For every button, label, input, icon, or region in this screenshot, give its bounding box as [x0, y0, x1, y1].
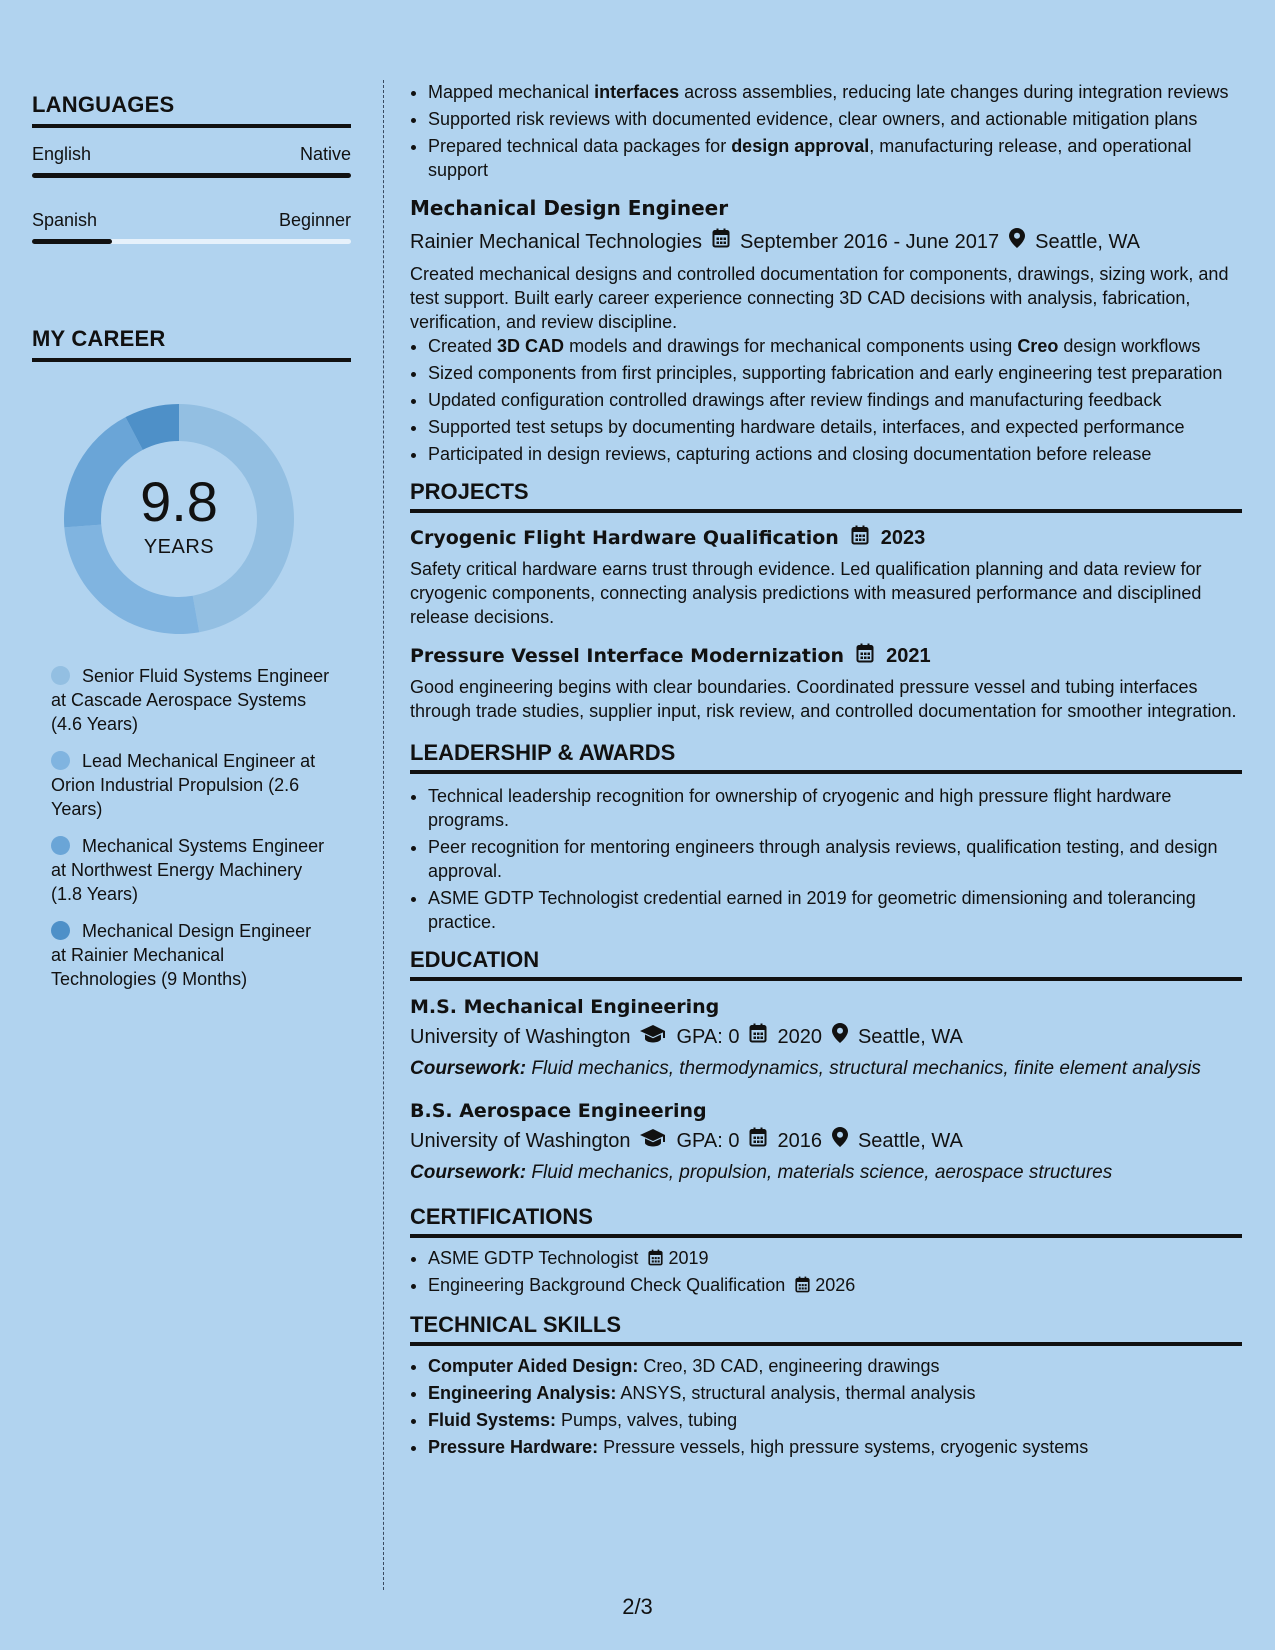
right-column	[410, 80, 1242, 1462]
school-location: Seattle, WA	[857, 1026, 963, 1048]
language-proficiency-fill	[32, 173, 351, 178]
job-summary: Created mechanical designs and controlled documentation for components, drawings, sizing work, and test support. Built early career experience connecting 3D CAD decisions with analysis, fabrication, verification, and review discipline.	[410, 264, 1229, 332]
language-item-spanish	[32, 210, 351, 244]
degree-title: M.S. Mechanical Engineering	[410, 996, 720, 1018]
bullet-item: • Supported risk reviews with documented evidence, clear owners, and actionable mitigation plans	[428, 107, 1242, 131]
language-name: English	[32, 144, 92, 164]
legend-dot	[51, 751, 70, 770]
graduation-cap-icon	[640, 1127, 666, 1155]
legend-label: Mechanical Design Engineer at Rainier Mechanical Technologies (9 Months)	[51, 921, 312, 989]
coursework: Coursework: Fluid mechanics, propulsion, materials science, aerospace structures	[410, 1162, 1113, 1183]
leadership-list	[410, 784, 1242, 934]
calendar-icon	[749, 1023, 767, 1051]
school-name: University of Washington	[410, 1130, 631, 1152]
skill-item: • Engineering Analysis: ANSYS, structural analysis, thermal analysis	[428, 1381, 1242, 1405]
calendar-icon	[712, 228, 730, 256]
coursework: Coursework: Fluid mechanics, thermodynamics, structural mechanics, finite element analysis	[410, 1058, 1201, 1079]
column-divider	[383, 80, 384, 1590]
legend-item	[51, 749, 331, 821]
legend-dot	[51, 666, 70, 685]
bullet-item: • Technical leadership recognition for ownership of cryogenic and high pressure flight hardware programs.	[428, 784, 1242, 832]
legend-item	[51, 919, 331, 991]
projects-heading: PROJECTS	[410, 480, 1242, 513]
map-pin-icon	[832, 1023, 848, 1051]
project-title: Pressure Vessel Interface Modernization 2021	[410, 645, 931, 667]
job-meta	[410, 228, 1242, 256]
bullet-item: • Sized components from first principles, supporting fabrication and early engineering test preparation	[428, 361, 1242, 385]
graduation-cap-icon	[640, 1023, 666, 1051]
certifications-heading: CERTIFICATIONS	[410, 1205, 1242, 1238]
leadership-heading: LEADERSHIP & AWARDS	[410, 741, 1242, 774]
calendar-icon	[795, 1276, 810, 1293]
project-description: Good engineering begins with clear boundaries. Coordinated pressure vessel and tubing interfaces through trade studies, supplier input, risk review, and controlled documentation for smoother integration.	[410, 677, 1237, 721]
job-bullets	[410, 334, 1242, 466]
graduation-year: 2016	[777, 1130, 822, 1152]
company-name: Rainier Mechanical Technologies	[410, 231, 703, 253]
calendar-icon	[648, 1249, 663, 1266]
project-year: 2021	[886, 645, 931, 667]
bullet-item: • Supported test setups by documenting hardware details, interfaces, and expected performance	[428, 415, 1242, 439]
project-description: Safety critical hardware earns trust through evidence. Led qualification planning and data review for cryogenic components, connecting analysis predictions with measured performance and disciplined release decisions.	[410, 559, 1202, 627]
legend-dot	[51, 836, 70, 855]
bullet-item: • Peer recognition for mentoring engineers through analysis reviews, qualification testing, and design approval.	[428, 835, 1242, 883]
languages-heading: LANGUAGES	[32, 92, 351, 128]
legend-item	[51, 664, 331, 736]
bullet-item: • Created 3D CAD models and drawings for mechanical components using Creo design workflows	[428, 334, 1242, 358]
legend-label: Mechanical Systems Engineer at Northwest Energy Machinery (1.8 Years)	[51, 836, 325, 904]
certifications-list	[410, 1246, 1242, 1297]
career-donut-chart	[64, 404, 294, 634]
language-item-english	[32, 144, 351, 178]
calendar-icon	[749, 1127, 767, 1155]
school-name: University of Washington	[410, 1026, 631, 1048]
certification-item: • ASME GDTP Technologist 2019	[428, 1246, 1242, 1270]
calendar-icon	[856, 643, 874, 669]
job-title: Mechanical Design Engineer	[410, 196, 729, 220]
language-level: Beginner	[278, 210, 351, 230]
language-proficiency-fill	[32, 239, 112, 244]
skill-item: • Computer Aided Design: Creo, 3D CAD, engineering drawings	[428, 1354, 1242, 1378]
degree-title: B.S. Aerospace Engineering	[410, 1100, 707, 1122]
project-title: Cryogenic Flight Hardware Qualification 2023	[410, 527, 926, 549]
career-legend	[32, 664, 331, 991]
skills-list	[410, 1354, 1242, 1459]
legend-label: Senior Fluid Systems Engineer at Cascade Aerospace Systems (4.6 Years)	[51, 666, 330, 734]
language-name: Spanish	[32, 210, 98, 230]
gpa: GPA: 0	[676, 1026, 740, 1048]
job-dates: September 2016 - June 2017	[740, 231, 1000, 253]
bullet-item: • Prepared technical data packages for design approval, manufacturing release, and operational support	[428, 134, 1242, 182]
graduation-year: 2020	[777, 1026, 822, 1048]
calendar-icon	[851, 525, 869, 551]
education-heading: EDUCATION	[410, 948, 1242, 981]
bullet-item: • Updated configuration controlled drawings after review findings and manufacturing feedback	[428, 388, 1242, 412]
bullet-item: • Participated in design reviews, capturing actions and closing documentation before release	[428, 442, 1242, 466]
bullet-item: • ASME GDTP Technologist credential earned in 2019 for geometric dimensioning and tolerancing practice.	[428, 886, 1242, 934]
bullet-item: • Mapped mechanical interfaces across assemblies, reducing late changes during integration reviews	[428, 80, 1242, 104]
map-pin-icon	[832, 1127, 848, 1155]
legend-item	[51, 834, 331, 906]
total-years-unit: YEARS	[143, 535, 215, 558]
education-meta	[410, 1127, 1242, 1155]
legend-dot	[51, 921, 70, 940]
language-proficiency-bar	[32, 173, 351, 178]
skills-heading: TECHNICAL SKILLS	[410, 1313, 1242, 1346]
page-number: 2/3	[622, 1594, 653, 1619]
career-heading: MY CAREER	[32, 326, 351, 362]
language-proficiency-bar	[32, 239, 351, 244]
gpa: GPA: 0	[676, 1130, 740, 1152]
legend-label: Lead Mechanical Engineer at Orion Industrial Propulsion (2.6 Years)	[51, 751, 316, 819]
job-location: Seattle, WA	[1035, 231, 1140, 253]
skill-item: • Pressure Hardware: Pressure vessels, high pressure systems, cryogenic systems	[428, 1435, 1242, 1459]
total-years-value: 9.8	[140, 469, 218, 533]
language-level: Native	[299, 144, 351, 164]
left-column	[32, 92, 351, 1004]
previous-job-bullets	[410, 80, 1242, 182]
education-meta	[410, 1023, 1242, 1051]
project-year: 2023	[880, 527, 926, 549]
certification-item: • Engineering Background Check Qualification 2026	[428, 1273, 1242, 1297]
donut-center	[64, 404, 294, 634]
school-location: Seattle, WA	[857, 1130, 963, 1152]
map-pin-icon	[1009, 228, 1025, 256]
skill-item: • Fluid Systems: Pumps, valves, tubing	[428, 1408, 1242, 1432]
